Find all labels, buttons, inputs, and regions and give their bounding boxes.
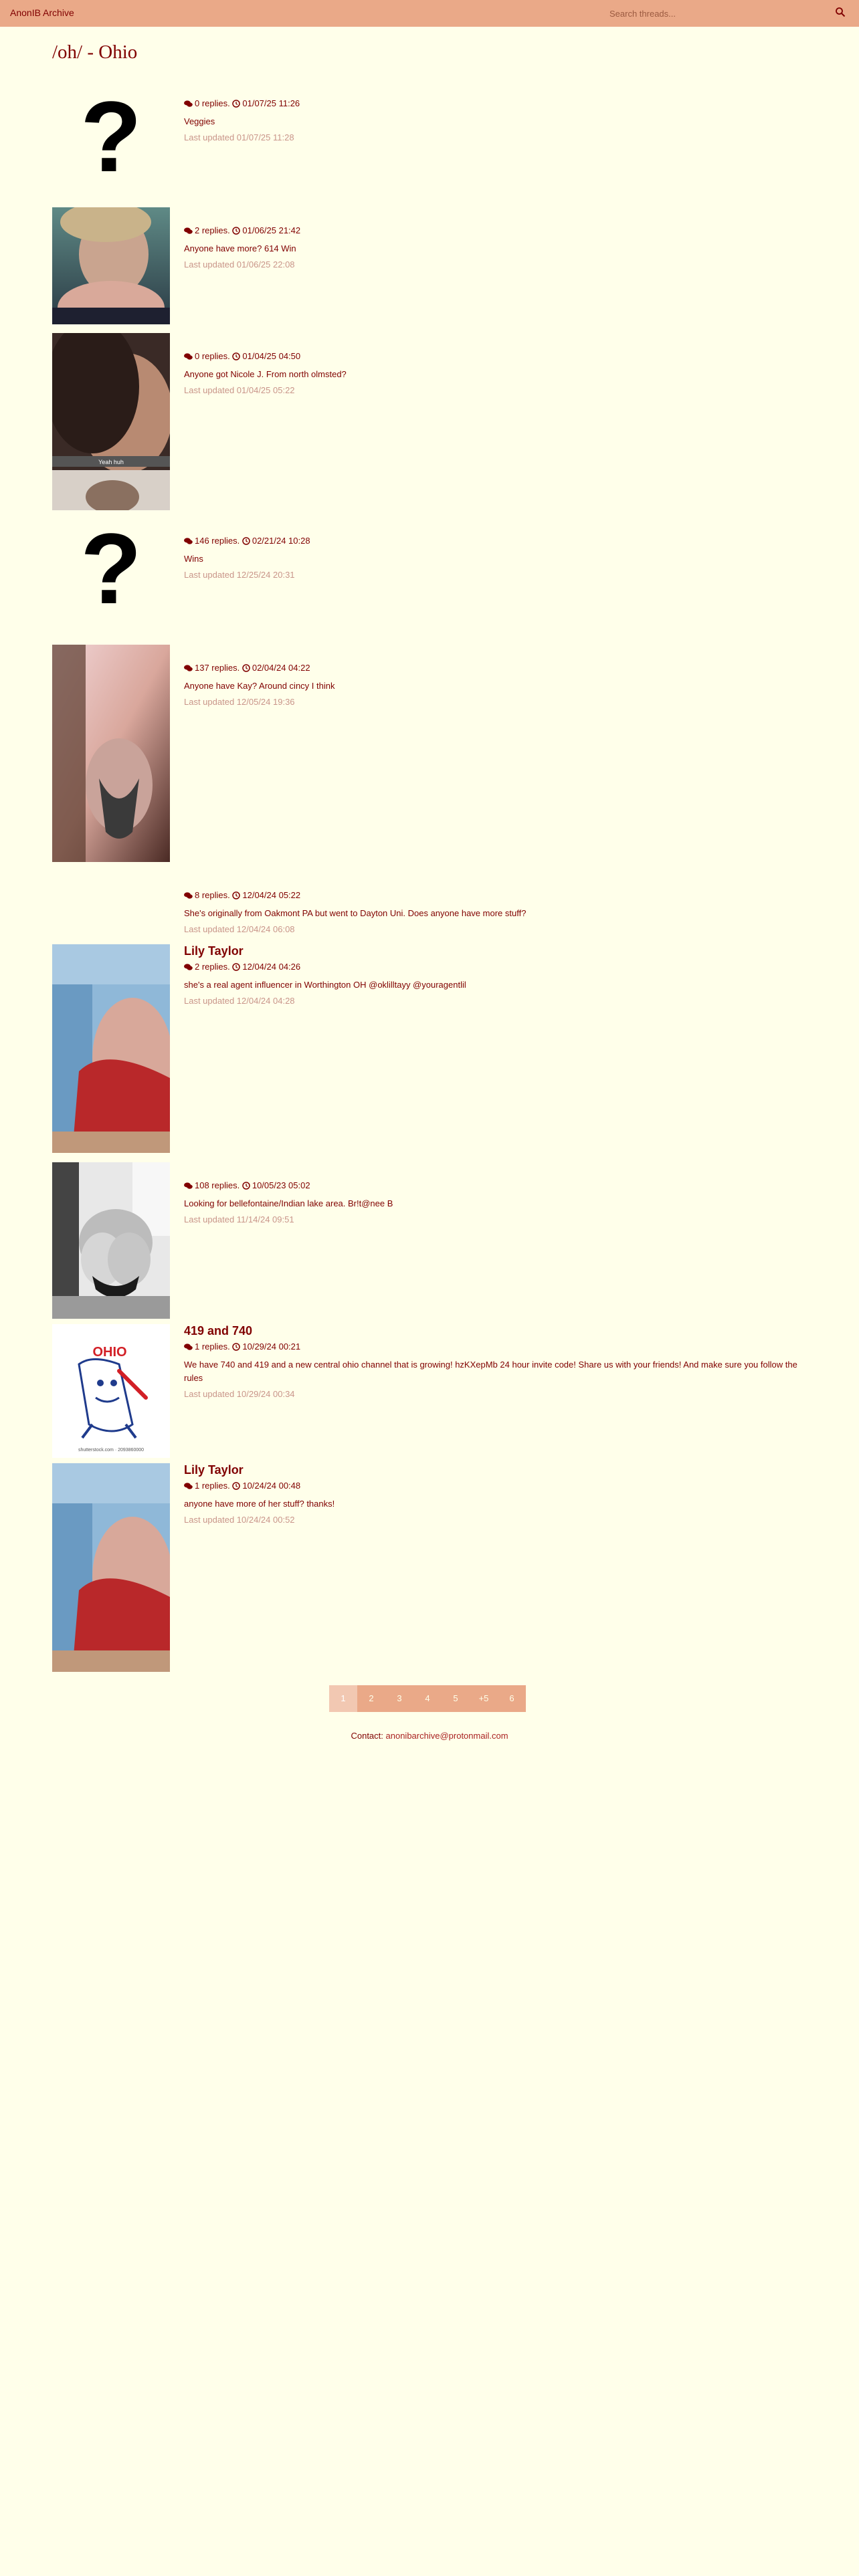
comments-icon <box>184 536 193 548</box>
thread-meta <box>184 961 799 974</box>
snap-caption: Yeah huh <box>98 459 124 465</box>
thread-thumbnail[interactable] <box>52 207 170 324</box>
clock-icon <box>242 536 250 548</box>
thread-date: 02/21/24 10:28 <box>252 536 310 546</box>
comments-icon <box>184 1181 193 1193</box>
last-updated: Last updated 10/29/24 00:34 <box>184 1389 295 1399</box>
thread-date: 01/07/25 11:26 <box>242 98 300 108</box>
clock-icon <box>242 1181 250 1193</box>
thread-meta <box>184 535 799 548</box>
comments-icon <box>184 99 193 111</box>
last-updated: Last updated 12/05/24 19:36 <box>184 697 295 707</box>
last-updated: Last updated 01/04/25 05:22 <box>184 385 295 395</box>
thread-text[interactable]: She's originally from Oakmont PA but went to Dayton Uni. Does anyone have more stuff? <box>184 908 527 918</box>
page-3[interactable]: 3 <box>385 1685 413 1712</box>
last-updated: Last updated 11/14/24 09:51 <box>184 1214 294 1224</box>
thread-thumbnail[interactable] <box>52 645 170 862</box>
thread-text[interactable]: Wins <box>184 554 203 564</box>
comments-icon <box>184 1481 193 1493</box>
page-title: /oh/ - Ohio <box>52 41 138 63</box>
thread-meta <box>184 662 799 675</box>
thread-text[interactable]: Anyone have more? 614 Win <box>184 243 296 253</box>
clock-icon <box>232 1481 240 1493</box>
logo-caption: shutterstock.com · 2093860000 <box>78 1448 145 1453</box>
reply-count: 146 replies. <box>195 536 240 546</box>
thread-meta <box>184 1480 799 1493</box>
thread-text[interactable]: Anyone have Kay? Around cincy I think <box>184 681 335 691</box>
thread-text[interactable]: Looking for bellefontaine/Indian lake area. Br!t@nee B <box>184 1198 393 1208</box>
thread-thumbnail[interactable] <box>52 944 170 1153</box>
last-updated: Last updated 12/04/24 04:28 <box>184 996 295 1006</box>
pagination <box>329 1685 526 1712</box>
page-6[interactable]: 6 <box>498 1685 526 1712</box>
thread-thumbnail[interactable] <box>52 1463 170 1672</box>
last-updated: Last updated 10/24/24 00:52 <box>184 1515 295 1525</box>
comments-icon <box>184 226 193 238</box>
reply-count: 108 replies. <box>195 1180 240 1190</box>
comments-icon <box>184 1342 193 1354</box>
thread-meta <box>184 98 799 111</box>
thread-date: 02/04/24 04:22 <box>252 663 310 673</box>
clock-icon <box>232 99 240 111</box>
page-4[interactable]: 4 <box>413 1685 442 1712</box>
page-2[interactable]: 2 <box>357 1685 385 1712</box>
clock-icon <box>232 962 240 974</box>
svg-text:?: ? <box>80 524 142 611</box>
comments-icon <box>184 962 193 974</box>
thread-date: 10/29/24 00:21 <box>242 1341 301 1352</box>
page-1[interactable]: 1 <box>329 1685 357 1712</box>
thread-thumbnail[interactable] <box>52 1162 170 1319</box>
contact-email-link[interactable]: anonibarchive@protonmail.com <box>385 1731 508 1741</box>
question-mark-icon <box>52 92 170 179</box>
footer-contact <box>0 1731 859 1741</box>
comments-icon <box>184 891 193 903</box>
thread-subject[interactable]: Lily Taylor <box>184 1463 244 1477</box>
reply-count: 8 replies. <box>195 890 230 900</box>
clock-icon <box>232 226 240 238</box>
thread-meta <box>184 225 799 238</box>
page-plus-5[interactable]: +5 <box>470 1685 498 1712</box>
thread-text[interactable]: We have 740 and 419 and a new central ohio channel that is growing! hzKXepMb 24 hour invite code! Share us with your friends! And make sure you follow the rules <box>184 1360 797 1383</box>
clock-icon <box>232 352 240 364</box>
reply-count: 0 replies. <box>195 98 230 108</box>
navbar <box>0 0 859 27</box>
thread-meta <box>184 889 799 903</box>
search-icon[interactable] <box>835 7 850 20</box>
thread-subject[interactable]: 419 and 740 <box>184 1324 253 1337</box>
page-5[interactable]: 5 <box>442 1685 470 1712</box>
thread-text[interactable]: Veggies <box>184 116 215 126</box>
reply-count: 1 replies. <box>195 1341 230 1352</box>
clock-icon <box>232 1342 240 1354</box>
comments-icon <box>184 352 193 364</box>
brand-link[interactable]: AnonIB Archive <box>10 7 74 18</box>
logo-text: OHIO <box>92 1345 127 1360</box>
thread-thumbnail[interactable] <box>52 333 170 510</box>
comments-icon <box>184 663 193 675</box>
question-mark-icon <box>52 524 170 611</box>
thread-date: 10/05/23 05:02 <box>252 1180 310 1190</box>
thread-thumbnail[interactable] <box>52 92 170 179</box>
thread-meta <box>184 350 799 364</box>
contact-label: Contact: <box>351 1731 383 1741</box>
clock-icon <box>232 891 240 903</box>
reply-count: 2 replies. <box>195 225 230 235</box>
last-updated: Last updated 01/07/25 11:28 <box>184 132 294 142</box>
thread-date: 12/04/24 04:26 <box>242 962 301 972</box>
last-updated: Last updated 12/04/24 06:08 <box>184 924 295 934</box>
thread-text[interactable]: she's a real agent influencer in Worthington OH @oklilltayy @youragentlil <box>184 980 466 990</box>
thread-meta <box>184 1341 799 1354</box>
thread-text[interactable]: Anyone got Nicole J. From north olmsted? <box>184 369 347 379</box>
thread-thumbnail[interactable] <box>52 524 170 611</box>
reply-count: 0 replies. <box>195 351 230 361</box>
thread-date: 10/24/24 00:48 <box>242 1481 301 1491</box>
search-input[interactable] <box>603 6 844 21</box>
last-updated: Last updated 01/06/25 22:08 <box>184 259 295 270</box>
last-updated: Last updated 12/25/24 20:31 <box>184 570 295 580</box>
thread-date: 12/04/24 05:22 <box>242 890 301 900</box>
thread-meta <box>184 1180 799 1193</box>
clock-icon <box>242 663 250 675</box>
thread-subject[interactable]: Lily Taylor <box>184 944 244 958</box>
reply-count: 137 replies. <box>195 663 240 673</box>
reply-count: 1 replies. <box>195 1481 230 1491</box>
thread-thumbnail[interactable] <box>52 1324 170 1458</box>
thread-text[interactable]: anyone have more of her stuff? thanks! <box>184 1499 335 1509</box>
svg-text:?: ? <box>80 92 142 179</box>
thread-date: 01/04/25 04:50 <box>242 351 301 361</box>
thread-date: 01/06/25 21:42 <box>242 225 301 235</box>
reply-count: 2 replies. <box>195 962 230 972</box>
